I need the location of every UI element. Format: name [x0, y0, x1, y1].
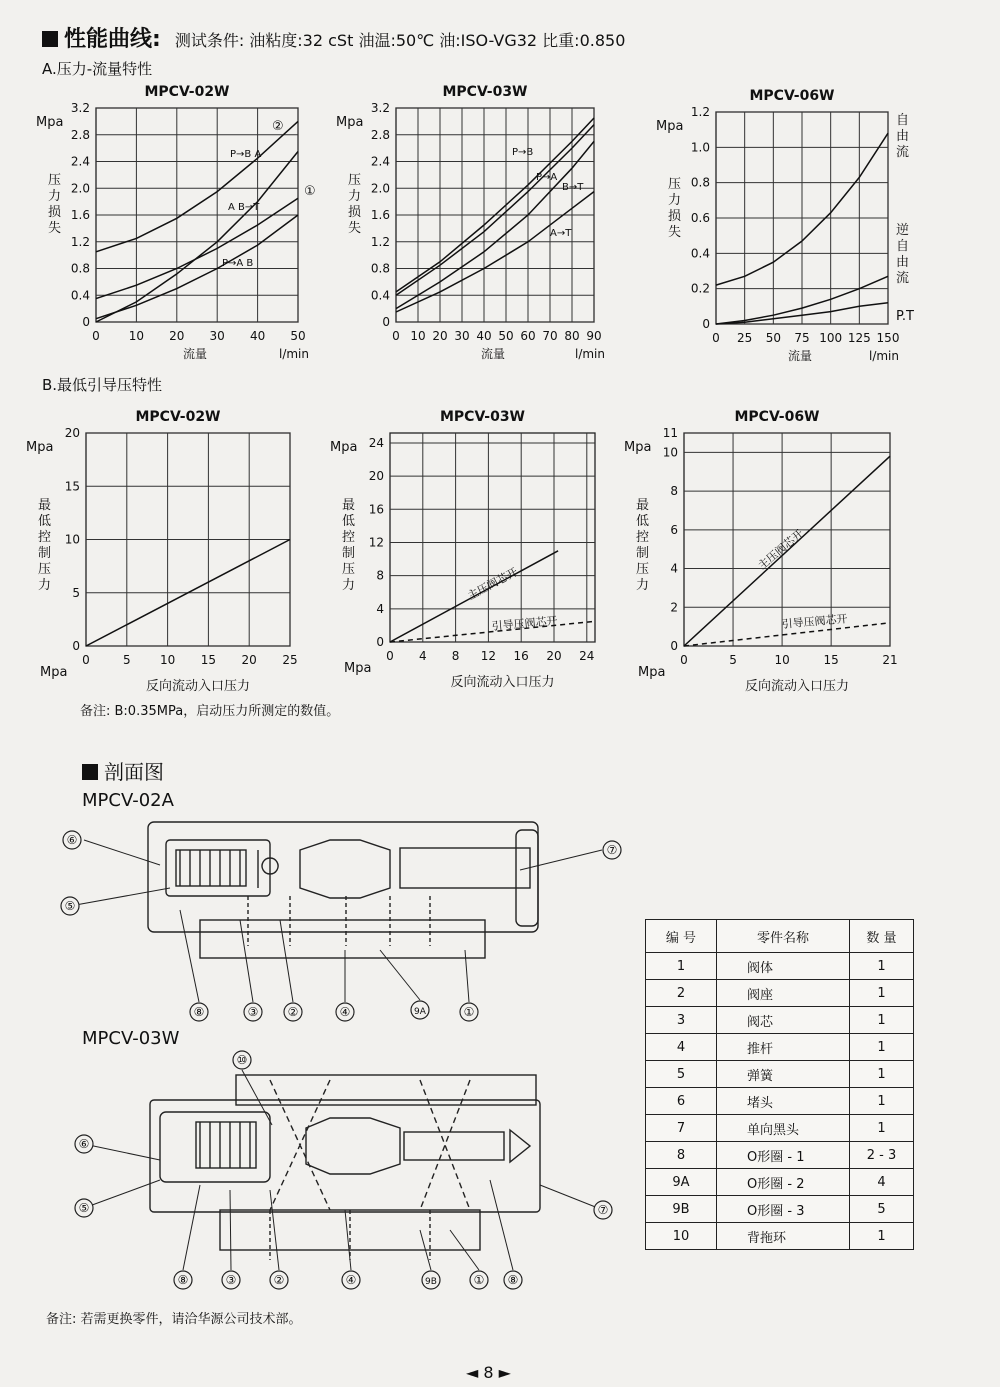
y-tick-label: 2.0: [370, 181, 390, 196]
a-callout-label: ⑧: [193, 1005, 205, 1019]
a-chart-0: [36, 84, 316, 361]
y-tick-label: 3.2: [370, 101, 390, 115]
section-b-note: 备注: B:0.35MPa，启动压力所测定的数值。: [80, 704, 340, 719]
b-callout-label: ③: [225, 1273, 237, 1287]
y-tick-label: 11: [662, 426, 678, 440]
y-axis-label-char: 最: [342, 498, 356, 513]
series-line-0: [96, 121, 298, 251]
chart-title: MPCV-02W: [135, 409, 221, 425]
y-tick-label: 2.4: [70, 154, 90, 169]
x-tick-label: 16: [513, 649, 529, 663]
y-tick-label: 1.2: [70, 234, 90, 249]
y-axis-label-char: 制: [636, 546, 650, 561]
cell-quantity: 4: [850, 1169, 914, 1196]
series-label: 主压阀芯开: [465, 565, 520, 603]
y-tick-label: 0: [376, 635, 384, 649]
cell-number: 6: [646, 1088, 717, 1115]
y-tick-label: 1.6: [370, 208, 390, 222]
cell-number: 10: [646, 1223, 717, 1250]
a-callout-label: ④: [339, 1005, 351, 1019]
callout-group: [61, 831, 621, 1289]
y-axis-label-char: 力: [342, 578, 356, 593]
x-unit-label: Mpa: [40, 665, 68, 680]
series-line-1: [396, 125, 594, 296]
table-row: [646, 1169, 914, 1196]
cell-quantity: 1: [850, 980, 914, 1007]
b-callout-label: 9B: [425, 1277, 437, 1287]
b-callout-label: ⑧: [507, 1273, 519, 1287]
x-axis-label: 反向流动入口压力: [744, 679, 850, 694]
a-callout-label: ③: [247, 1005, 259, 1019]
b-callout-label: ⑦: [597, 1203, 609, 1217]
y-tick-label: 24: [368, 435, 384, 450]
x-tick-label: 0: [82, 653, 90, 667]
y-axis-label-char: 制: [342, 546, 356, 561]
y-tick-label: 8: [670, 484, 678, 499]
x-tick-label: 24: [579, 649, 595, 663]
header-part-name: 零件名称: [717, 920, 850, 953]
y-tick-label: 0.4: [690, 246, 710, 261]
y-axis-label-char: 力: [636, 578, 650, 593]
table-row: [646, 1034, 914, 1061]
x-unit-label: l/min: [278, 347, 310, 361]
y-axis-label-char: 失: [348, 221, 362, 236]
y-axis-label-char: 失: [668, 225, 682, 240]
series-label-char: 由: [896, 255, 910, 270]
y-axis-label-char: 损: [348, 205, 362, 220]
test-conditions: 测试条件: 油粘度:32 cSt 油温:50℃ 油:ISO-VG32 比重:0.850: [174, 31, 626, 50]
series-label: A B→T: [228, 202, 260, 213]
table-row: [646, 953, 914, 980]
y-axis-label-char: 制: [38, 546, 52, 561]
x-unit-label: Mpa: [344, 661, 372, 676]
x-tick-label: 5: [729, 653, 737, 667]
x-tick-label: 25: [282, 653, 298, 667]
y-tick-label: 1.2: [370, 234, 390, 249]
cell-number: 1: [646, 953, 717, 980]
series-label-char: 自: [896, 239, 910, 254]
section-title-text: 性能曲线:: [64, 27, 161, 52]
y-tick-label: 0: [382, 315, 390, 329]
table-row: [646, 1142, 914, 1169]
cell-part-name: O形圈 - 3: [717, 1196, 850, 1223]
y-axis-label-char: 最: [38, 498, 52, 513]
b-callout-label: ②: [273, 1273, 285, 1287]
y-axis-label-char: 控: [342, 530, 356, 545]
x-tick-label: 0: [712, 331, 720, 345]
series-line-2: [96, 198, 298, 298]
cell-part-name: 单向黑头: [717, 1115, 850, 1142]
y-axis-label-char: 压: [342, 562, 356, 577]
x-tick-label: 10: [774, 653, 790, 667]
y-axis-label-char: 压: [48, 173, 62, 188]
series-label-char: 由: [896, 129, 910, 144]
a-chart-2: [656, 88, 914, 363]
cell-part-name: 阀体: [717, 953, 850, 980]
cell-number: 4: [646, 1034, 717, 1061]
section-drawings: [0, 810, 640, 1290]
plot-frame: [390, 433, 595, 642]
valve-03w-drawing: [150, 1075, 540, 1260]
chart-title: MPCV-03W: [439, 409, 526, 425]
series-line-3: [96, 215, 298, 319]
y-tick-label: 0: [702, 317, 710, 331]
x-tick-label: 75: [794, 331, 810, 345]
y-axis-label-char: 控: [38, 530, 52, 545]
a-callout-label: ⑥: [66, 833, 78, 847]
chart-title: MPCV-06W: [734, 409, 820, 425]
x-tick-label: 40: [476, 329, 492, 343]
x-tick-label: 21: [882, 653, 898, 667]
y-tick-label: 16: [368, 502, 384, 517]
x-axis-label: 反向流动入口压力: [450, 675, 555, 690]
y-unit-label: Mpa: [336, 115, 364, 130]
chart-title: MPCV-02W: [144, 84, 230, 100]
series-label-char: 流: [896, 145, 910, 160]
x-tick-label: 50: [765, 331, 781, 345]
x-tick-label: 80: [564, 329, 580, 343]
series-label: P→B A: [230, 149, 262, 160]
series-line-0: [396, 118, 594, 292]
b-chart-2: [624, 409, 898, 694]
model-a-label: MPCV-02A: [82, 790, 174, 811]
square-bullet-icon: [82, 764, 98, 780]
x-tick-label: 0: [92, 329, 100, 343]
y-axis-label-char: 压: [38, 562, 52, 577]
a-callout-label: ⑦: [606, 843, 618, 857]
x-axis-label: 流量: [182, 347, 208, 361]
y-tick-label: 12: [368, 535, 384, 550]
cell-quantity: 1: [850, 1223, 914, 1250]
page-number: ◄ 8 ►: [466, 1363, 511, 1382]
y-unit-label: Mpa: [656, 119, 684, 134]
cell-quantity: 1: [850, 1115, 914, 1142]
series-label: P→A: [536, 172, 558, 183]
x-axis-label: 流量: [787, 349, 813, 363]
cell-quantity: 2 - 3: [850, 1142, 914, 1169]
x-tick-label: 12: [480, 649, 497, 663]
x-tick-label: 50: [498, 329, 514, 343]
cell-quantity: 1: [850, 1007, 914, 1034]
x-unit-label: l/min: [868, 349, 900, 363]
y-axis-label-char: 压: [636, 562, 650, 577]
cell-quantity: 5: [850, 1196, 914, 1223]
chart-title: MPCV-03W: [442, 84, 528, 100]
footer-note: 备注: 若需更换零件，请洽华源公司技术部。: [46, 1312, 302, 1327]
series-line-3: [396, 192, 594, 312]
y-tick-label: 0.8: [690, 175, 710, 190]
y-tick-label: 0.2: [690, 281, 710, 296]
series-label: P.T: [896, 309, 914, 324]
y-tick-label: 1.2: [690, 105, 710, 119]
series-label-char: 流: [896, 271, 910, 286]
y-tick-label: 0.8: [370, 261, 390, 276]
y-axis-label-char: 力: [348, 189, 362, 204]
cell-number: 2: [646, 980, 717, 1007]
x-tick-label: 10: [410, 329, 426, 343]
cell-part-name: 弹簧: [717, 1061, 850, 1088]
series-label: A→T: [550, 228, 572, 239]
section-view-title: 剖面图: [82, 756, 164, 785]
x-unit-label: l/min: [574, 347, 606, 361]
cell-quantity: 1: [850, 1088, 914, 1115]
y-tick-label: 2.0: [70, 181, 90, 196]
cell-part-name: 堵头: [717, 1088, 850, 1115]
y-axis-label-char: 损: [48, 205, 62, 220]
a-callout-label: ②: [287, 1005, 299, 1019]
y-tick-label: 0: [82, 315, 90, 329]
cell-part-name: 阀芯: [717, 1007, 850, 1034]
valve-02a-drawing: [148, 822, 538, 958]
series-label: ②: [272, 119, 284, 134]
y-tick-label: 0: [670, 639, 678, 653]
y-axis-label-char: 压: [668, 177, 682, 192]
y-tick-label: 0.6: [690, 211, 710, 225]
y-tick-label: 1.6: [70, 208, 90, 222]
x-tick-label: 0: [392, 329, 400, 343]
y-tick-label: 10: [662, 445, 678, 460]
series-label: ①: [304, 184, 316, 199]
x-tick-label: 90: [586, 329, 602, 343]
y-axis-label-char: 控: [636, 530, 650, 545]
x-tick-label: 10: [159, 653, 176, 667]
y-axis-label-char: 损: [668, 209, 682, 224]
x-tick-label: 15: [200, 653, 217, 667]
series-label: 主压阀芯开: [755, 526, 807, 573]
y-tick-label: 2.8: [370, 127, 390, 142]
x-tick-label: 15: [823, 653, 839, 667]
series-label: P→A B: [222, 258, 254, 269]
table-header-row: [646, 920, 914, 953]
y-tick-label: 6: [670, 522, 678, 537]
table-row: [646, 1115, 914, 1142]
y-axis-label-char: 最: [636, 498, 650, 513]
parts-table: [645, 919, 914, 1250]
b-chart-1: [330, 409, 595, 690]
cell-part-name: O形圈 - 1: [717, 1142, 850, 1169]
b-chart-0: [26, 409, 298, 694]
y-tick-label: 0.4: [70, 288, 90, 303]
cell-quantity: 1: [850, 1061, 914, 1088]
a-callout-label: 9A: [414, 1007, 426, 1017]
series-label: P→B: [512, 147, 534, 158]
cell-number: 7: [646, 1115, 717, 1142]
b-callout-label: ⑩: [236, 1053, 248, 1067]
y-tick-label: 0.8: [70, 261, 90, 276]
series-label: B→T: [562, 182, 584, 193]
x-tick-label: 25: [737, 331, 753, 345]
cell-quantity: 1: [850, 1034, 914, 1061]
y-tick-label: 0: [72, 639, 80, 653]
y-axis-label-char: 低: [636, 514, 650, 529]
x-tick-label: 0: [386, 649, 394, 663]
x-tick-label: 4: [418, 649, 427, 663]
header-number: 编 号: [646, 920, 717, 953]
chart-title: MPCV-06W: [749, 88, 835, 104]
x-axis-label: 流量: [480, 347, 506, 361]
header-quantity: 数 量: [850, 920, 914, 953]
x-tick-label: 40: [249, 329, 266, 343]
x-unit-label: Mpa: [638, 665, 666, 680]
cell-number: 3: [646, 1007, 717, 1034]
y-tick-label: 20: [368, 469, 384, 484]
table-row: [646, 1007, 914, 1034]
a-chart-1: [336, 84, 605, 361]
y-tick-label: 2.4: [370, 154, 390, 169]
y-axis-label-char: 力: [668, 193, 682, 208]
x-tick-label: 20: [169, 329, 185, 343]
cell-number: 8: [646, 1142, 717, 1169]
y-unit-label: Mpa: [26, 440, 54, 455]
y-tick-label: 5: [72, 585, 80, 600]
y-tick-label: 1.0: [690, 140, 710, 155]
x-tick-label: 60: [520, 329, 536, 343]
table-row: [646, 1061, 914, 1088]
x-tick-label: 50: [290, 329, 306, 343]
y-axis-label-char: 力: [38, 578, 52, 593]
table-row: [646, 1223, 914, 1250]
y-unit-label: Mpa: [330, 440, 358, 455]
b-callout-label: ④: [345, 1273, 357, 1287]
y-axis-label-char: 压: [348, 173, 362, 188]
y-axis-label-char: 低: [38, 514, 52, 529]
section-b-label: B.最低引导压特性: [42, 376, 163, 394]
x-tick-label: 20: [241, 653, 257, 667]
y-tick-label: 0.4: [370, 288, 390, 303]
series-label: 引导压阀芯开: [491, 614, 559, 633]
x-tick-label: 5: [122, 653, 131, 667]
y-tick-label: 2: [670, 600, 678, 615]
x-tick-label: 10: [128, 329, 145, 343]
x-tick-label: 125: [847, 331, 871, 345]
y-axis-label-char: 失: [48, 221, 62, 236]
a-callout-label: ⑤: [64, 899, 76, 913]
b-callout-label: ⑤: [78, 1201, 90, 1215]
series-label-char: 自: [896, 113, 910, 128]
x-tick-label: 70: [542, 329, 558, 343]
b-callout-label: ⑥: [78, 1137, 90, 1151]
y-tick-label: 3.2: [70, 101, 90, 115]
x-tick-label: 100: [819, 331, 843, 345]
x-tick-label: 20: [546, 649, 562, 663]
x-tick-label: 30: [209, 329, 225, 343]
y-unit-label: Mpa: [36, 115, 64, 130]
table-row: [646, 1196, 914, 1223]
b-callout-label: ①: [473, 1273, 485, 1287]
y-axis-label-char: 低: [342, 514, 356, 529]
y-tick-label: 10: [64, 532, 80, 547]
y-unit-label: Mpa: [624, 440, 652, 455]
cell-part-name: 背拖环: [717, 1223, 850, 1250]
x-axis-label: 反向流动入口压力: [145, 679, 251, 694]
cell-number: 9A: [646, 1169, 717, 1196]
series-line-2: [396, 141, 594, 308]
x-tick-label: 30: [454, 329, 470, 343]
y-tick-label: 4: [376, 601, 384, 616]
cell-number: 5: [646, 1061, 717, 1088]
table-row: [646, 1088, 914, 1115]
y-tick-label: 15: [64, 479, 80, 494]
y-axis-label-char: 力: [48, 189, 62, 204]
section-a-label: A.压力-流量特性: [42, 60, 153, 78]
x-tick-label: 150: [876, 331, 900, 345]
b-callout-label: ⑧: [177, 1273, 189, 1287]
table-row: [646, 980, 914, 1007]
x-tick-label: 20: [432, 329, 448, 343]
cell-part-name: 推杆: [717, 1034, 850, 1061]
cell-part-name: 阀座: [717, 980, 850, 1007]
cell-quantity: 1: [850, 953, 914, 980]
a-callout-label: ①: [463, 1005, 475, 1019]
x-tick-label: 0: [680, 653, 688, 667]
cell-part-name: O形圈 - 2: [717, 1169, 850, 1196]
series-label-char: 逆: [896, 223, 910, 238]
series-label: 引导压阀芯开: [781, 612, 849, 631]
y-tick-label: 2.8: [70, 127, 90, 142]
y-tick-label: 20: [64, 426, 80, 440]
cell-number: 9B: [646, 1196, 717, 1223]
y-tick-label: 4: [670, 561, 678, 576]
x-tick-label: 8: [451, 649, 460, 663]
model-b-label: MPCV-03W: [82, 1028, 180, 1049]
y-tick-label: 8: [376, 568, 384, 583]
